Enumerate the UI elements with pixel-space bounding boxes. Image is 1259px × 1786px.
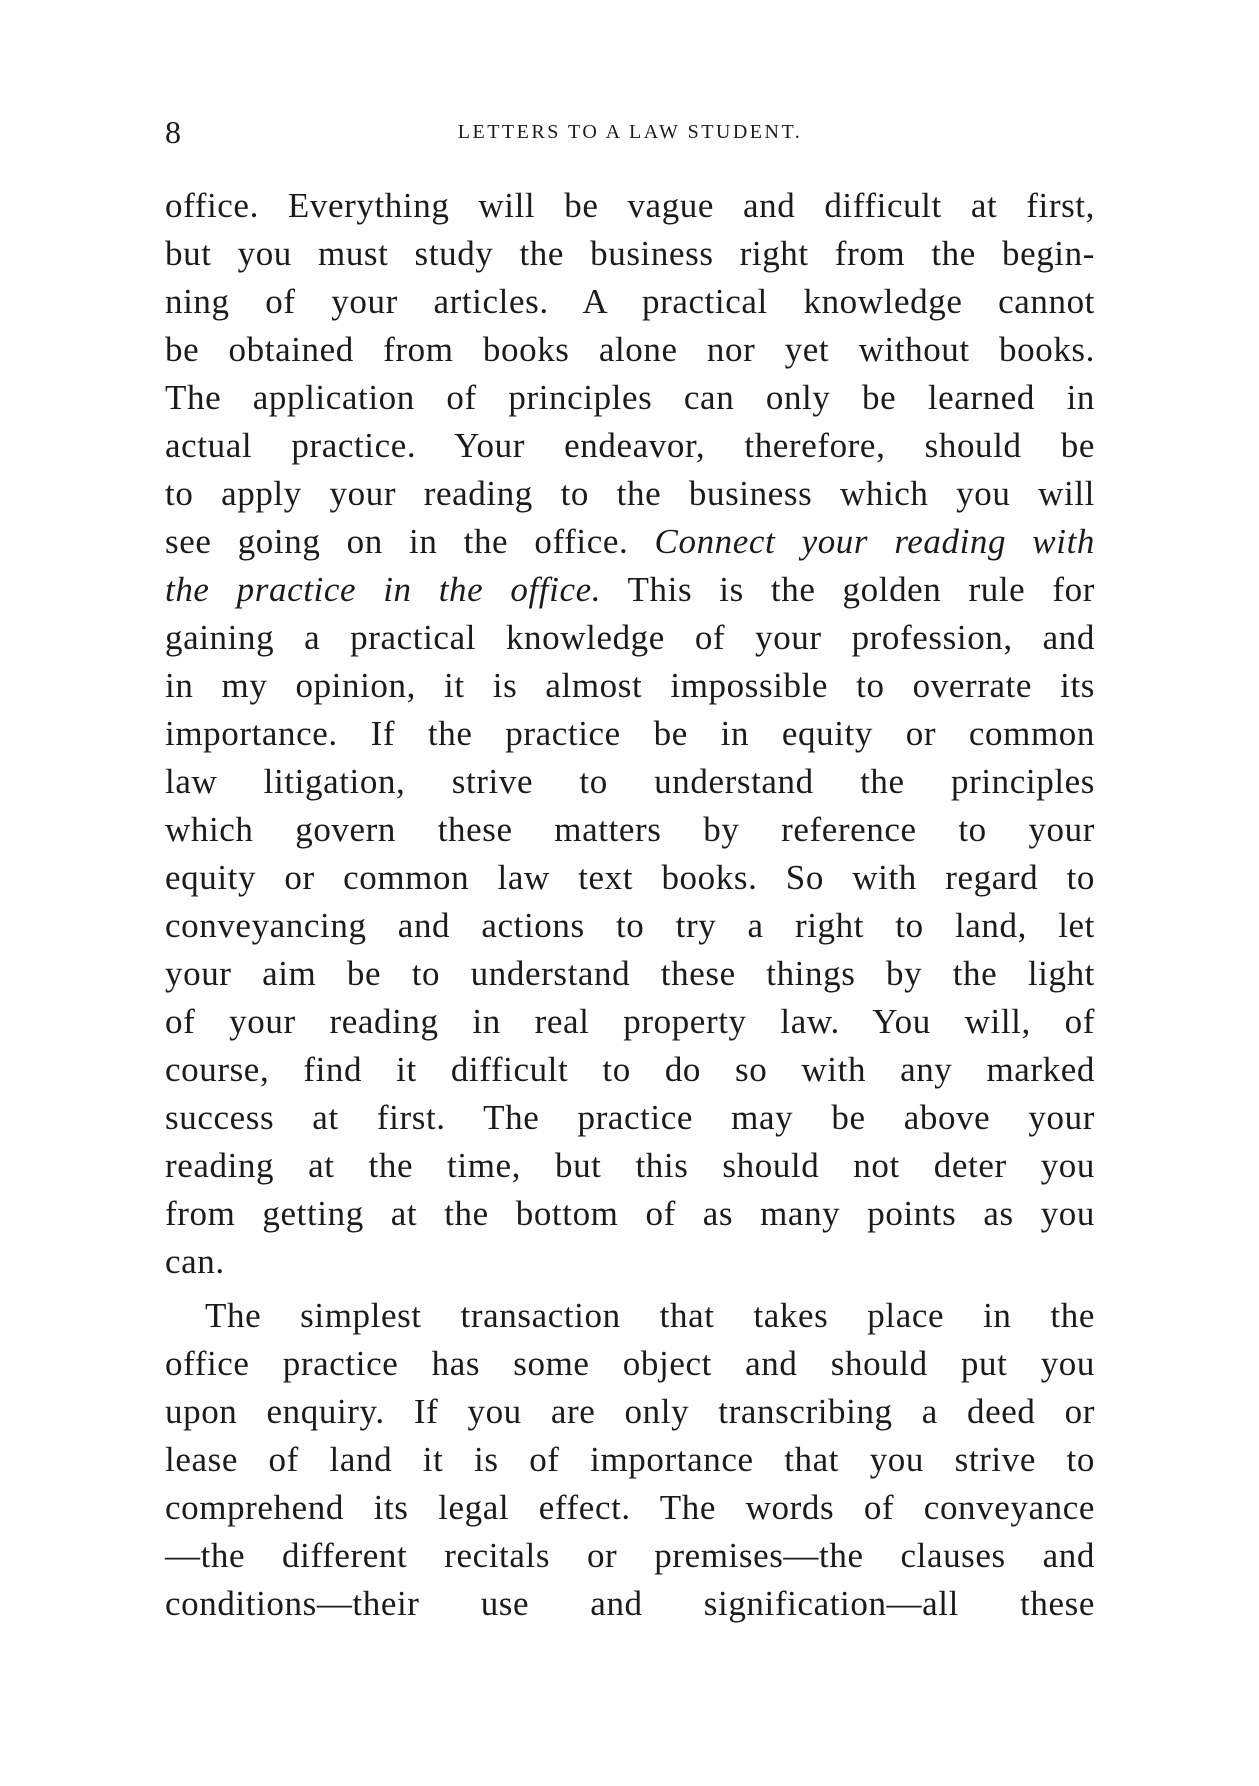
- text-line: ning of your articles. A practical knowledge cannot: [165, 282, 1095, 321]
- text-line: office. Everything will be vague and difficult at first,: [165, 186, 1095, 225]
- text-line: importance. If the practice be in equity or common: [165, 714, 1095, 753]
- page-body: [165, 182, 1095, 1628]
- text-line: but you must study the business right from the begin-: [165, 234, 1095, 273]
- text-line: to apply your reading to the business which you will: [165, 474, 1095, 513]
- text-segment: see going on in the office.: [165, 522, 629, 561]
- text-line: success at first. The practice may be above your: [165, 1098, 1095, 1137]
- text-line: comprehend its legal effect. The words of conveyance: [165, 1488, 1095, 1527]
- text-line: of your reading in real property law. You will, of: [165, 1002, 1095, 1041]
- emphasis-text: Connect your reading with: [654, 522, 1095, 561]
- text-line: gaining a practical knowledge of your profession, and: [165, 618, 1095, 657]
- text-line: lease of land it is of importance that you strive to: [165, 1440, 1095, 1479]
- text-segment: This is the golden rule for: [627, 570, 1096, 609]
- text-line: conditions—their use and signification—all these: [165, 1584, 1095, 1623]
- text-line: course, find it difficult to do so with any marked: [165, 1050, 1095, 1089]
- text-line: in my opinion, it is almost impossible to overrate its: [165, 666, 1095, 705]
- running-title: LETTERS TO A LAW STUDENT.: [457, 121, 803, 143]
- text-line: reading at the time, but this should not deter you: [165, 1146, 1095, 1185]
- text-line: which govern these matters by reference to your: [165, 810, 1095, 849]
- paragraph-2: [165, 1292, 1095, 1628]
- text-line: The application of principles can only be learned in: [165, 378, 1095, 417]
- text-line-mixed: [165, 566, 1095, 614]
- text-line: conveyancing and actions to try a right to land, let: [165, 906, 1095, 945]
- text-line: upon enquiry. If you are only transcribing a deed or: [165, 1392, 1095, 1431]
- text-line: office practice has some object and should put you: [165, 1344, 1095, 1383]
- page-header: [165, 112, 1095, 152]
- text-line: your aim be to understand these things by the light: [165, 954, 1095, 993]
- page-number: 8: [165, 114, 181, 150]
- text-line: —the different recitals or premises—the clauses and: [165, 1536, 1095, 1575]
- text-line-final: can.: [165, 1242, 225, 1281]
- text-line: from getting at the bottom of as many points as you: [165, 1194, 1095, 1233]
- text-line-mixed: [165, 518, 1095, 566]
- paragraph-1: [165, 182, 1095, 1286]
- emphasis-text: the practice in the office.: [165, 570, 602, 609]
- text-line: equity or common law text books. So with regard to: [165, 858, 1095, 897]
- text-line: be obtained from books alone nor yet without books.: [165, 330, 1095, 369]
- text-line: law litigation, strive to understand the principles: [165, 762, 1095, 801]
- text-line: actual practice. Your endeavor, therefore, should be: [165, 426, 1095, 465]
- text-line-first: The simplest transaction that takes place in the: [205, 1296, 1095, 1335]
